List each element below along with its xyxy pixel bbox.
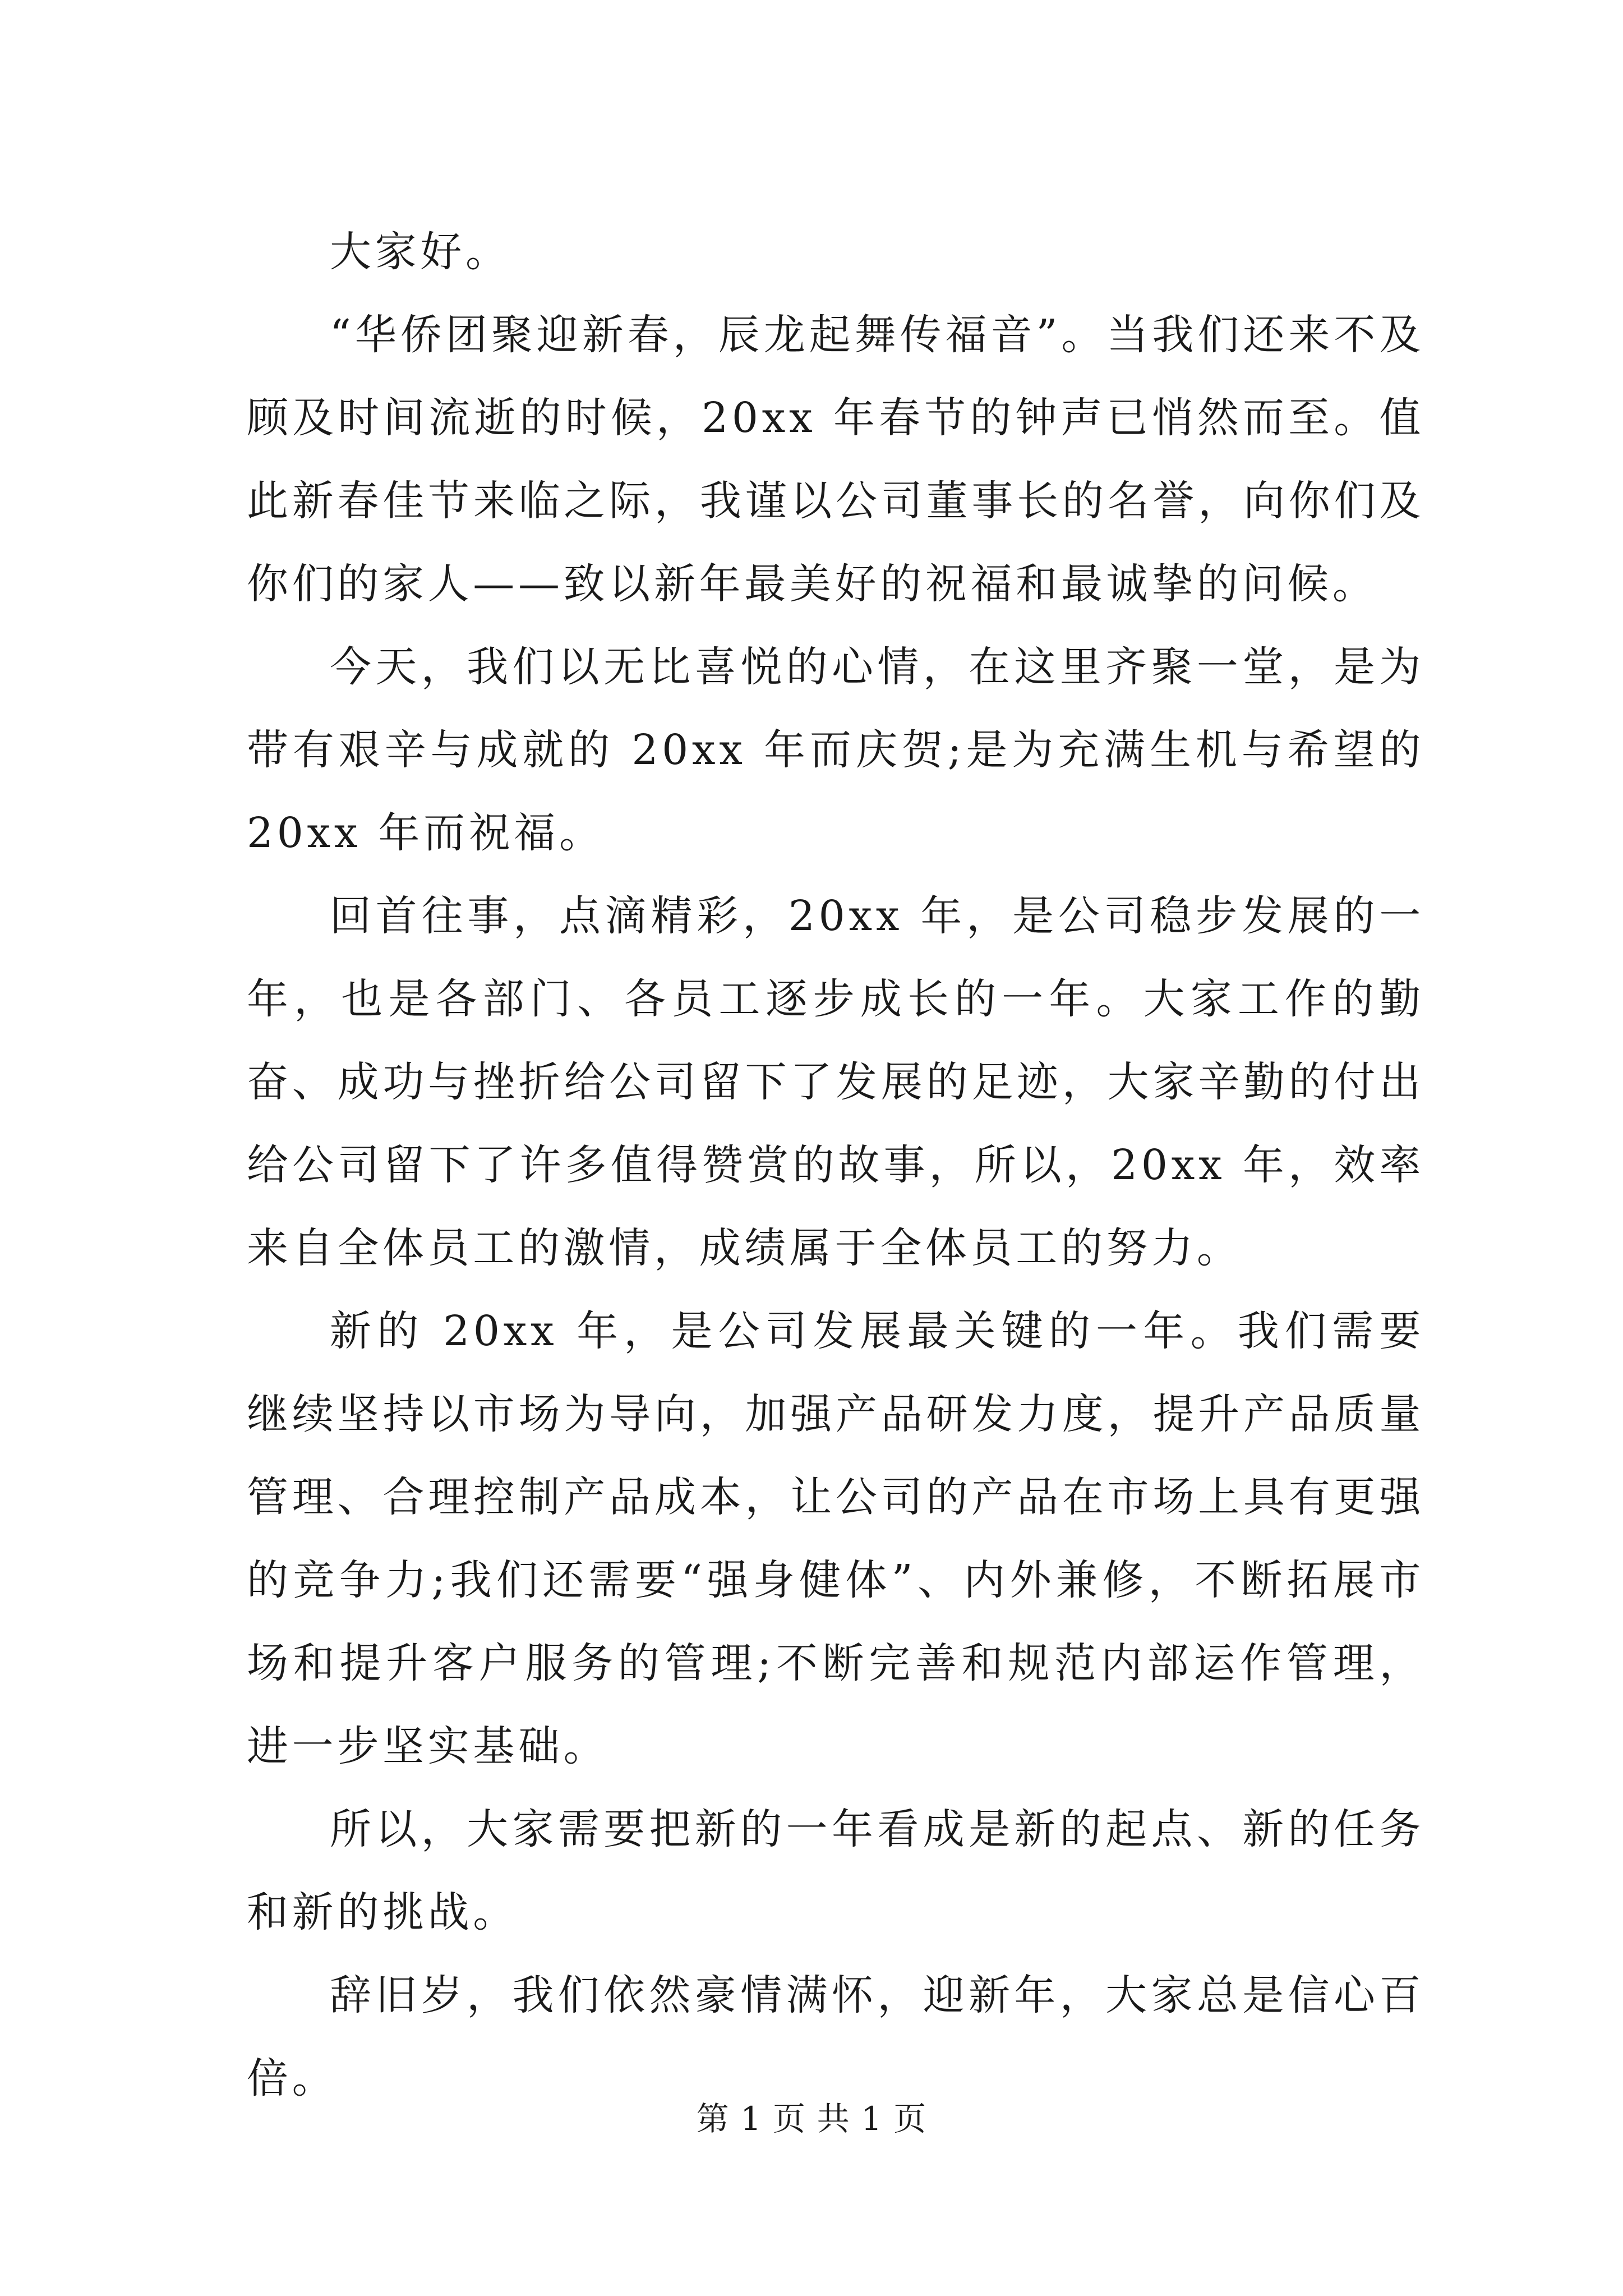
paragraph-greeting: 大家好。 xyxy=(330,228,511,276)
paragraph-review: 回首往事，点滴精彩，20xx 年，是公司稳步发展的一年，也是各部门、各员工逐步成长的一年。大家工作的勤奋、成功与挫折给公司留下了发展的足迹，大家辛勤的付出给公司留下了许多值得赞赏的故事，所以，20xx 年，效率来自全体员工的激情，成绩属于全体员工的努力。 xyxy=(247,892,1424,1272)
document-body xyxy=(247,210,1424,2120)
paragraph-outlook: 新的 20xx 年，是公司发展最关键的一年。我们需要继续坚持以市场为导向，加强产品研发力度，提升产品质量管理、合理控制产品成本，让公司的产品在市场上具有更强的竞争力;我们还需要“强身健体”、内外兼修，不断拓展市场和提升客户服务的管理;不断完善和规范内部运作管理，进一步坚实基础。 xyxy=(247,1307,1424,1770)
paragraph-closing: 辞旧岁，我们依然豪情满怀，迎新年，大家总是信心百倍。 xyxy=(247,1971,1424,2102)
paragraph-celebration: 今天，我们以无比喜悦的心情，在这里齐聚一堂，是为带有艰辛与成就的 20xx 年而庆贺;是为充满生机与希望的 20xx 年而祝福。 xyxy=(247,643,1424,857)
page-number-footer: 第 1 页 共 1 页 xyxy=(696,2100,927,2138)
paragraph-new-start: 所以，大家需要把新的一年看成是新的起点、新的任务和新的挑战。 xyxy=(247,1805,1424,1936)
paragraph-new-year-wishes: “华侨团聚迎新春，辰龙起舞传福音”。当我们还来不及顾及时间流逝的时候，20xx 年春节的钟声已悄然而至。值此新春佳节来临之际，我谨以公司董事长的名誉，向你们及你们的家人——致以新年最美好的祝福和最诚挚的问候。 xyxy=(247,311,1424,608)
